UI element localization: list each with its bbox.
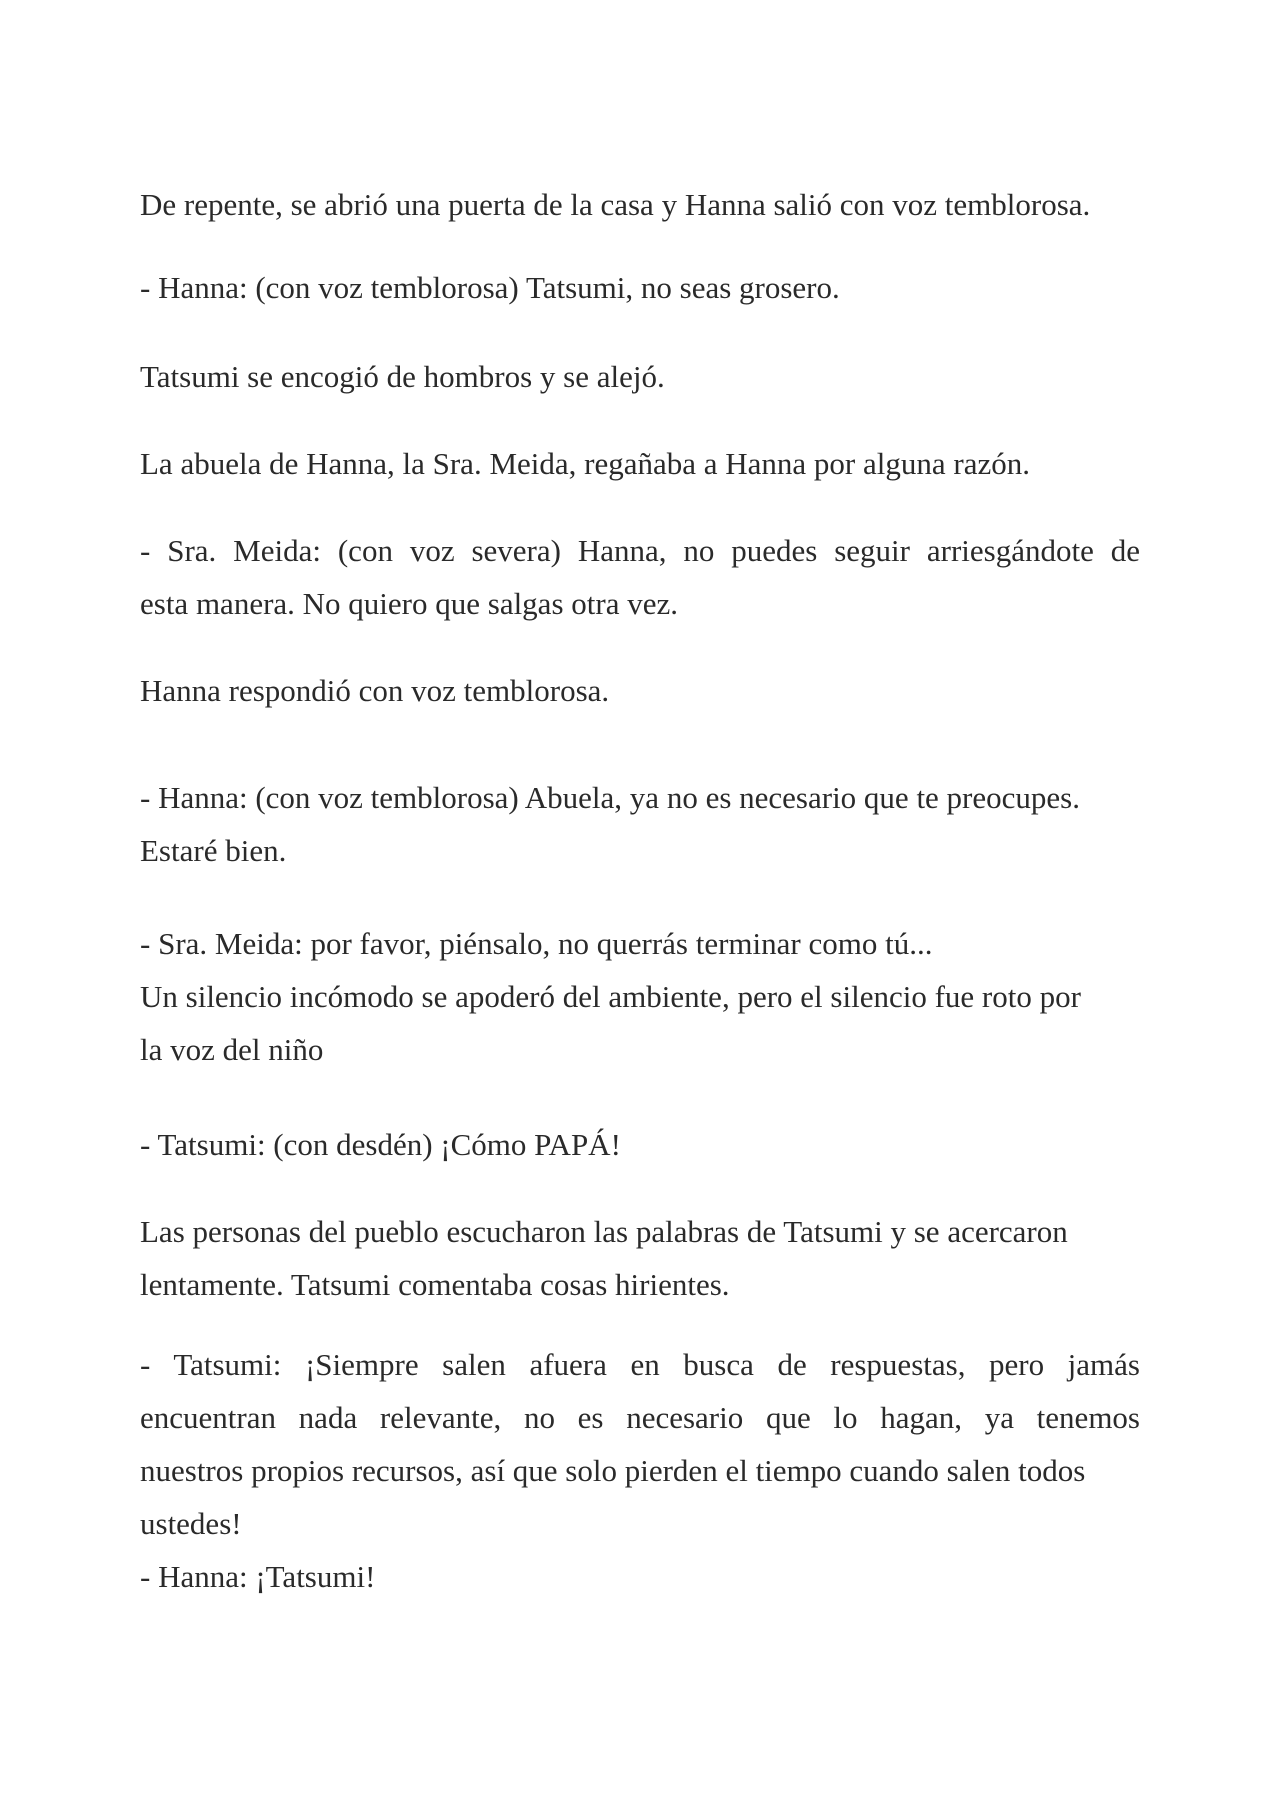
paragraph (140, 1118, 1140, 1171)
text-line: la voz del niño (140, 1032, 324, 1067)
paragraph (140, 1205, 1140, 1311)
text-line: lentamente. Tatsumi comentaba cosas hirientes. (140, 1267, 730, 1302)
text-line: - Hanna: (con voz temblorosa) Abuela, ya no es necesario que te preocupes. (140, 780, 1080, 815)
paragraph (140, 350, 1140, 403)
text-line: La abuela de Hanna, la Sra. Meida, regañaba a Hanna por alguna razón. (140, 446, 1030, 481)
paragraph (140, 437, 1140, 490)
paragraph (140, 917, 1140, 1076)
text-line: Tatsumi se encogió de hombros y se alejó. (140, 359, 665, 394)
text-line: Las personas del pueblo escucharon las palabras de Tatsumi y se acercaron (140, 1214, 1068, 1249)
paragraph (140, 1338, 1140, 1603)
text-line: De repente, se abrió una puerta de la casa y Hanna salió con voz temblorosa. (140, 187, 1091, 222)
text-line: - Hanna: ¡Tatsumi! (140, 1559, 376, 1594)
text-line: Estaré bien. (140, 833, 287, 868)
paragraph (140, 261, 1140, 314)
text-line: - Tatsumi: (con desdén) ¡Cómo PAPÁ! (140, 1127, 621, 1162)
text-line: ustedes! (140, 1506, 242, 1541)
text-line: nuestros propios recursos, así que solo pierden el tiempo cuando salen todos (140, 1453, 1086, 1488)
paragraph (140, 178, 1140, 231)
text-line: - Sra. Meida: (con voz severa) Hanna, no puedes seguir arriesgándote de (140, 533, 1140, 568)
text-line: Hanna respondió con voz temblorosa. (140, 673, 610, 708)
paragraph (140, 524, 1140, 630)
paragraph (140, 771, 1140, 877)
text-line: Un silencio incómodo se apoderó del ambiente, pero el silencio fue roto por (140, 979, 1081, 1014)
text-line: esta manera. No quiero que salgas otra vez. (140, 586, 678, 621)
paragraph (140, 664, 1140, 717)
text-line: - Hanna: (con voz temblorosa) Tatsumi, no seas grosero. (140, 270, 840, 305)
text-line: - Tatsumi: ¡Siempre salen afuera en busca de respuestas, pero jamás (140, 1347, 1140, 1382)
text-line: - Sra. Meida: por favor, piénsalo, no querrás terminar como tú... (140, 926, 933, 961)
text-line: encuentran nada relevante, no es necesario que lo hagan, ya tenemos (140, 1400, 1140, 1435)
